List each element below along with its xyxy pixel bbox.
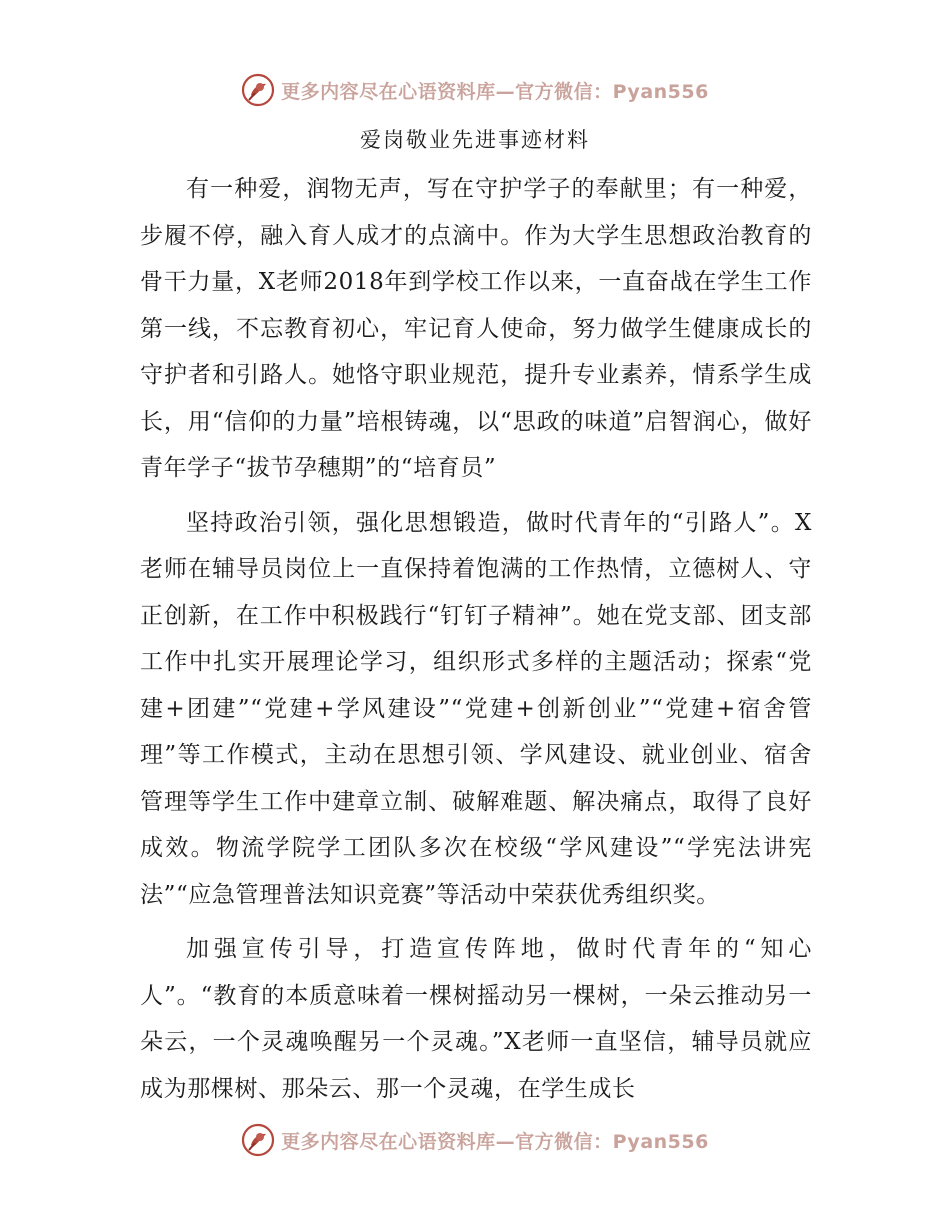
rose-logo-icon — [241, 1123, 275, 1157]
paragraph-2: 坚持政治引领，强化思想锻造，做时代青年的“引路人”。X老师在辅导员岗位上一直保持着饱满的工作热情，立德树人、守正创新，在工作中积极践行“钉钉子精神”。她在党支部、团支部工作中扎实开展理论学习，组织形式多样的主题活动；探索“党建+团建”“党建+学风建设”“党建+创新创业”“党建+宿舍管理”等工作模式，主动在思想引领、学风建设、就业创业、宿舍管理等学生工作中建章立制、破解难题、解决痛点，取得了良好成效。物流学院学工团队多次在校级“学风建设”“学宪法讲宪法”“应急管理普法知识竞赛”等活动中荣获优秀组织奖。 — [140, 509, 812, 908]
paragraph-3: 加强宣传引导，打造宣传阵地，做时代青年的“知心人”。“教育的本质意味着一棵树摇动另一棵树，一朵云推动另一朵云，一个灵魂唤醒另一个灵魂。”X老师一直坚信，辅导员就应成为那棵树、那朵云、那一个灵魂，在学生成长 — [140, 936, 812, 1102]
document-body — [140, 166, 812, 1118]
rose-logo-icon — [241, 73, 275, 107]
footer-watermark — [0, 1118, 950, 1162]
watermark-text: 更多内容尽在心语资料库—官方微信：Pyan556 — [281, 80, 709, 103]
paragraph-1: 有一种爱，润物无声，写在守护学子的奉献里；有一种爱，步履不停，融入育人成才的点滴中。作为大学生思想政治教育的骨干力量，X老师2018年到学校工作以来，一直奋战在学生工作第一线，不忘教育初心，牢记育人使命，努力做学生健康成长的守护者和引路人。她恪守职业规范，提升专业素养，情系学生成长，用“信仰的力量”培根铸魂，以“思政的味道”启智润心，做好青年学子“拔节孕穗期”的“培育员” — [140, 176, 812, 481]
header-watermark — [0, 68, 950, 112]
watermark-text: 更多内容尽在心语资料库—官方微信：Pyan556 — [281, 1130, 709, 1153]
document-title: 爱岗敬业先进事迹材料 — [360, 128, 590, 152]
